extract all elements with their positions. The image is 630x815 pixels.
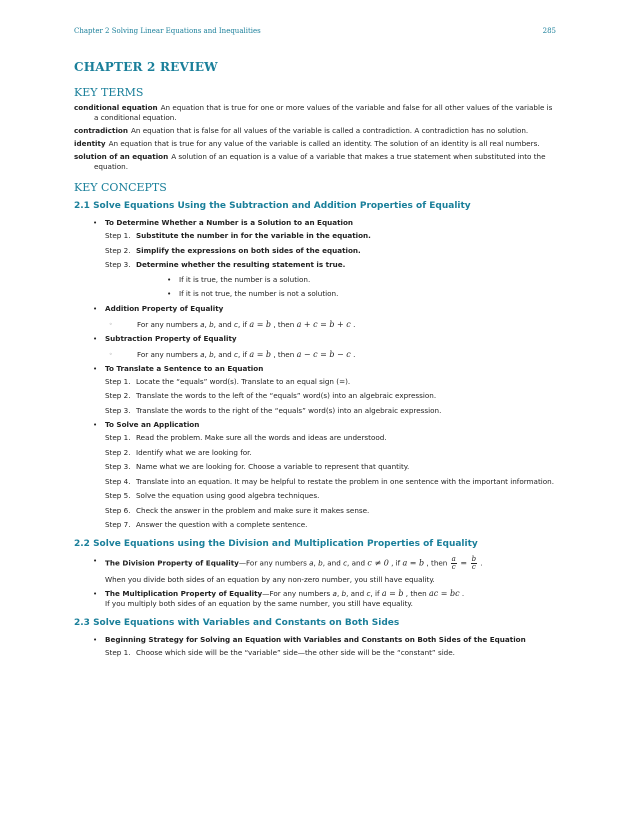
- step-text: Translate the words to the left of the “equals” word(s) into an algebraic expression.: [136, 391, 437, 400]
- term-definition: A solution of an equation is a value of a variable that makes a true statement when substituted into the equation.: [94, 152, 546, 171]
- property-statement: [105, 320, 556, 330]
- steps: [105, 433, 556, 530]
- math-result: ac = bc: [429, 589, 460, 598]
- list-item: [74, 420, 556, 530]
- term-name: solution of an equation: [74, 152, 169, 161]
- var-a: a: [309, 558, 314, 568]
- text-part: , and: [213, 319, 235, 329]
- text-part: , and: [347, 558, 368, 568]
- concept-heading: Subtraction Property of Equality: [105, 333, 237, 343]
- section-2-2-list: [74, 556, 556, 609]
- step-text: Simplify the expressions on both sides of the equation.: [136, 245, 361, 255]
- step-row: [105, 231, 556, 241]
- text-part: .: [459, 589, 465, 598]
- bullet-icon: •: [93, 557, 98, 565]
- math-condition: a = b: [402, 558, 425, 568]
- var-c: c: [234, 319, 238, 329]
- concept-heading: The Multiplication Property of Equality: [105, 589, 263, 598]
- text-part: ,: [204, 349, 210, 359]
- step-text: Read the problem. Make sure all the words and ideas are understood.: [136, 433, 387, 442]
- step-number: Step 2.: [105, 447, 131, 457]
- bullet-icon: •: [167, 289, 172, 298]
- step-number: Step 2.: [105, 245, 131, 255]
- term-entry: [74, 139, 556, 149]
- step-row: [105, 448, 556, 458]
- denominator: c: [451, 563, 456, 571]
- text-part: , if: [237, 349, 250, 359]
- text-part: , and: [346, 589, 367, 598]
- text-part: , if: [388, 558, 403, 568]
- step-row: [105, 491, 556, 501]
- term-name: identity: [74, 139, 106, 148]
- step-text: Answer the question with a complete sentence.: [136, 520, 308, 529]
- text-part: For any numbers: [137, 349, 201, 359]
- step-number: Step 1.: [105, 376, 131, 386]
- text-part: , if: [370, 589, 382, 598]
- text-part: —For any numbers: [238, 558, 310, 568]
- text-part: , and: [322, 558, 344, 568]
- concept-heading: To Solve an Application: [105, 420, 200, 429]
- step-row: [105, 260, 556, 270]
- step-text: Substitute the number in for the variable in the equation.: [136, 231, 371, 240]
- text-part: For any numbers: [137, 319, 201, 329]
- step-number: Step 3.: [105, 260, 131, 269]
- main-content: [74, 60, 556, 663]
- numerator: b: [471, 555, 477, 563]
- chapter-title: Chapter 2 Solving Linear Equations and Inequalities: [74, 27, 261, 35]
- step-row: [105, 477, 556, 487]
- var-c: c: [343, 558, 348, 568]
- equals-sign: =: [457, 558, 470, 568]
- bullet-icon: •: [93, 421, 98, 429]
- concept-heading: To Determine Whether a Number is a Solution to an Equation: [105, 218, 354, 227]
- statement-text: [137, 320, 355, 330]
- numerator: a: [451, 555, 456, 563]
- step-text: Choose which side will be the “variable” side—the other side will be the “constant” side.: [136, 648, 455, 657]
- text-part: , if: [237, 319, 250, 329]
- step-number: Step 2.: [105, 391, 131, 400]
- property-line: [105, 589, 556, 599]
- list-item: [74, 334, 556, 360]
- step-number: Step 3.: [105, 405, 131, 415]
- concept-heading: Beginning Strategy for Solving an Equation with Variables and Constants on Both Sides of the Equation: [105, 635, 526, 644]
- term-entry: [74, 152, 556, 172]
- step-row: [105, 433, 556, 443]
- sub-bullets: [105, 275, 556, 300]
- circle-bullet-icon: ◦: [109, 320, 113, 328]
- text-part: , then: [271, 349, 297, 359]
- list-item: [74, 364, 556, 416]
- property-statement: [105, 350, 556, 360]
- text-part: , then: [403, 589, 429, 598]
- list-item: [74, 589, 556, 609]
- property-line: [105, 556, 556, 571]
- step-number: Step 1.: [105, 433, 131, 442]
- text-part: , then: [424, 558, 450, 568]
- step-text: Check the answer in the problem and make sure it makes sense.: [136, 505, 370, 515]
- step-number: Step 1.: [105, 648, 131, 657]
- list-item: [74, 635, 556, 658]
- steps: [105, 377, 556, 416]
- text-part: , then: [271, 319, 297, 329]
- bullet-icon: •: [93, 219, 98, 227]
- page-title: CHAPTER 2 REVIEW: [74, 60, 218, 74]
- term-entry: [74, 103, 556, 123]
- concept-heading: The Division Property of Equality: [105, 558, 239, 568]
- section-2-1-list: [74, 218, 556, 530]
- var-b: b: [341, 589, 347, 598]
- text-part: , and: [213, 349, 235, 359]
- denominator: c: [471, 563, 476, 571]
- text-part: —For any numbers: [262, 589, 333, 598]
- step-row: [105, 246, 556, 256]
- text-part: ,: [313, 558, 319, 568]
- section-2-3-title: 2.3 Solve Equations with Variables and Constants on Both Sides: [74, 618, 400, 628]
- fraction: [451, 556, 457, 571]
- var-a: a: [200, 319, 205, 329]
- statement-text: [137, 350, 355, 360]
- step-row: [105, 462, 556, 472]
- bullet-icon: •: [93, 364, 98, 373]
- step-row: [105, 648, 556, 658]
- property-note: When you divide both sides of an equation by any non-zero number, you still have equality.: [105, 575, 435, 584]
- step-row: [105, 406, 556, 416]
- section-2-3-list: [74, 635, 556, 658]
- step-number: Step 5.: [105, 491, 131, 500]
- text-part: .: [350, 319, 356, 329]
- bullet-icon: •: [93, 590, 98, 598]
- running-header: [74, 27, 556, 35]
- text-part: .: [350, 349, 356, 359]
- math-condition: a = b: [249, 319, 272, 329]
- step-text: Translate the words to the right of the “equals” word(s) into an algebraic expression.: [136, 405, 442, 415]
- var-b: b: [209, 349, 214, 359]
- step-row: [105, 520, 556, 530]
- fraction: [471, 556, 477, 571]
- section-2-2-title: 2.2 Solve Equations using the Division and Multiplication Properties of Equality: [74, 539, 478, 549]
- key-concepts-heading: KEY CONCEPTS: [74, 181, 167, 194]
- page-number: 285: [542, 27, 556, 35]
- bullet-icon: •: [93, 304, 98, 313]
- bullet-icon: •: [93, 334, 98, 343]
- key-terms-list: [74, 103, 556, 172]
- step-number: Step 3.: [105, 462, 131, 471]
- list-item: [74, 556, 556, 585]
- term-name: conditional equation: [74, 103, 158, 112]
- var-b: b: [318, 558, 323, 568]
- circle-bullet-icon: ◦: [109, 350, 113, 358]
- math-result: a + c = b + c: [296, 319, 351, 329]
- term-definition: An equation that is false for all values of the variable is called a contradiction. A contradiction has no solution.: [130, 126, 529, 135]
- step-number: Step 7.: [105, 520, 131, 529]
- math-result: a − c = b − c: [296, 349, 351, 359]
- step-row: [105, 391, 556, 401]
- property-note: If you multiply both sides of an equation by the same number, you still have equality.: [105, 599, 413, 608]
- sub-bullet-text: If it is not true, the number is not a solution.: [179, 289, 339, 298]
- step-text: Locate the “equals” word(s). Translate to an equal sign (=).: [136, 376, 351, 386]
- var-a: a: [332, 589, 337, 598]
- sub-bullet-item: [167, 275, 556, 285]
- var-c: c: [234, 349, 238, 359]
- key-terms-heading: KEY TERMS: [74, 86, 144, 99]
- sub-bullet-text: If it is true, the number is a solution.: [179, 274, 311, 284]
- bullet-icon: •: [167, 274, 172, 284]
- step-text: Translate into an equation. It may be helpful to restate the problem in one sentence with the important information.: [136, 476, 554, 486]
- step-number: Step 4.: [105, 476, 131, 486]
- list-item: [74, 304, 556, 330]
- step-row: [105, 377, 556, 387]
- bullet-icon: •: [93, 636, 98, 644]
- var-c: c: [366, 589, 371, 598]
- term-name: contradiction: [74, 126, 128, 135]
- steps: [105, 648, 556, 658]
- text-part: ,: [336, 589, 342, 598]
- step-text: Identify what we are looking for.: [136, 447, 252, 457]
- var-a: a: [200, 349, 205, 359]
- text-part: ,: [204, 319, 210, 329]
- math-condition: c ≠ 0: [367, 558, 389, 568]
- step-number: Step 6.: [105, 505, 131, 515]
- step-text: Name what we are looking for. Choose a variable to represent that quantity.: [136, 462, 410, 471]
- step-row: [105, 506, 556, 516]
- step-text: Solve the equation using good algebra techniques.: [136, 491, 320, 500]
- var-b: b: [209, 319, 214, 329]
- step-text: Determine whether the resulting statement is true.: [136, 260, 346, 269]
- term-definition: An equation that is true for one or more values of the variable and false for all other values of the variable is a conditional equation.: [94, 103, 553, 122]
- list-item: [74, 218, 556, 299]
- text-part: .: [478, 558, 483, 568]
- math-condition: a = b: [381, 589, 404, 598]
- steps: [105, 231, 556, 270]
- term-definition: An equation that is true for any value of the variable is called an identity. The solution of an identity is all real numbers.: [108, 139, 540, 148]
- term-entry: [74, 126, 556, 136]
- concept-heading: To Translate a Sentence to an Equation: [105, 363, 264, 373]
- math-condition: a = b: [249, 349, 272, 359]
- step-number: Step 1.: [105, 231, 131, 240]
- concept-heading: Addition Property of Equality: [105, 303, 224, 313]
- sub-bullet-item: [167, 289, 556, 299]
- section-2-1-title: 2.1 Solve Equations Using the Subtraction and Addition Properties of Equality: [74, 201, 471, 211]
